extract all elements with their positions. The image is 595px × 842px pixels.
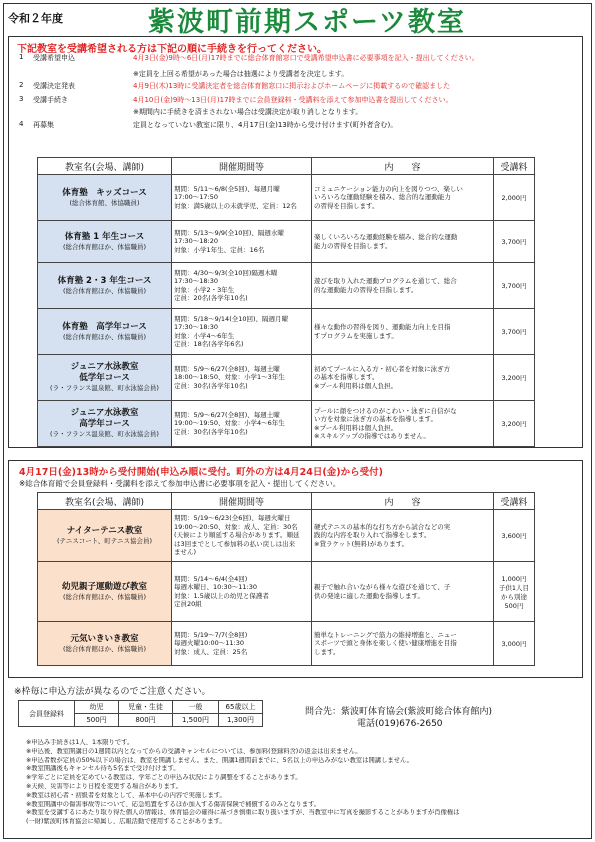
section-lottery <box>8 36 583 448</box>
column-header: 内 容 <box>312 158 494 175</box>
course-venue: (総合体育館、体協職員) <box>69 198 140 207</box>
content-line: スポーツで頭と身体を楽しく使い健康増進を目指 <box>314 639 457 648</box>
step-text: 4月3日(金)9時〜6日(月)17時までに総合体育館窓口で受講希望申込書に必要事項を記入・提出してください。 <box>133 54 479 62</box>
course-fee: 3,600円 <box>494 510 535 562</box>
content-line: プールに顔をつけるのがこわい・泳ぎに自信がな <box>314 406 457 415</box>
course-name: 体育塾 キッズコース <box>62 187 147 198</box>
course-table-1 <box>37 157 535 447</box>
course-fee: 3,200円 <box>494 355 535 401</box>
course-name-cell <box>38 221 172 263</box>
schedule-line: 期間：4/30〜9/3(全10回)隔週木曜 <box>174 268 278 277</box>
content-line: ※貸ラケット(無料)があります。 <box>314 539 409 548</box>
schedule-line: 期間：5/14〜6/4(全4回) <box>174 574 248 583</box>
column-header: 受講料 <box>494 158 535 175</box>
course-content <box>312 622 494 666</box>
schedule-line: 対象：成人、定員：25名 <box>174 647 248 656</box>
schedule-line: 定員：30名(各学年10名) <box>174 427 248 436</box>
course-row <box>38 263 535 309</box>
year-label: 令和２年度 <box>8 12 63 25</box>
step-number: 2 <box>19 81 24 89</box>
fee-value: 1,300円 <box>219 714 263 727</box>
content-line: ※プール利用料は個人負担。 <box>314 381 398 390</box>
course-content <box>312 309 494 355</box>
schedule-line: 期間：5/11〜6/8(全5回)、毎週月曜 <box>174 184 280 193</box>
course-venue: (ラ・フランス温泉館、町水泳協会員) <box>50 430 159 438</box>
course-schedule <box>172 622 312 666</box>
course-name-2: 高学年コース <box>79 419 130 429</box>
schedule-line: ません) <box>174 548 197 557</box>
step-text: 4月10日(金)9時〜13日(月)17時までに会員登録料・受講料を添えて参加申込書を提出してください。 <box>133 96 453 104</box>
fee-value: 1,500円 <box>173 714 219 727</box>
column-header: 開催期間等 <box>172 493 312 510</box>
content-line: 能力の習得を目指します。 <box>314 241 392 250</box>
schedule-line: 対象：小学2・3年生 <box>174 285 235 294</box>
content-line: ※スキルアップの指導ではありません。 <box>314 432 430 440</box>
course-fee: 2,000円 <box>494 175 535 221</box>
course-schedule <box>172 175 312 221</box>
note-line: ※天候、災害等により日程を変更する場合があります。 <box>26 782 182 790</box>
course-row <box>38 401 535 447</box>
course-fee: 3,200円 <box>494 401 535 447</box>
schedule-line: 17:30〜18:30 <box>174 323 218 331</box>
schedule-line: 19:00〜19:50、対象：小学4〜6年生 <box>174 419 285 428</box>
content-line: 的な運動能力の習得を目指します。 <box>314 285 418 294</box>
content-line: 初めてプールに入る方・初心者を対象に泳ぎ方 <box>314 364 451 373</box>
course-name-2: 低学年コース <box>79 373 130 383</box>
schedule-line: 対象：満5歳以上の未就学児、定員：12名 <box>174 201 297 210</box>
course-venue: (ラ・フランス温泉館、町水泳協会員) <box>50 384 159 392</box>
course-name: ナイターテニス教室 <box>66 525 143 536</box>
course-name-cell <box>38 175 172 221</box>
step-number: 4 <box>19 120 24 128</box>
schedule-line: 期間：5/9〜6/27(全8回)、毎週土曜 <box>174 364 280 373</box>
schedule-line: 定員20組 <box>174 600 202 608</box>
course-content <box>312 562 494 622</box>
schedule-line: は3回までとして参加料の払い戻しは出来 <box>174 539 296 548</box>
course-venue: (テニスコート、町テニス協会員) <box>57 536 152 545</box>
contact-info <box>305 706 492 730</box>
course-name: 体育塾 1 年生コース <box>64 231 145 242</box>
course-content <box>312 510 494 562</box>
course-content <box>312 175 494 221</box>
schedule-line: 定員：30名(各学年10名) <box>174 381 248 390</box>
course-name-cell <box>38 263 172 309</box>
note-line: ※教室開講中の傷害事故等について、応急処置をするほか加入する傷害保険で補償するのみとなります。 <box>26 800 321 808</box>
membership-fee-table <box>18 700 263 727</box>
step-text: ※定員を上回る希望があった場合は抽選により受講者を決定します。 <box>133 70 349 78</box>
schedule-line: 期間：5/13〜9/9(全10回)、隔週水曜 <box>174 228 284 237</box>
course-venue: (総合体育館ほか、体協職員) <box>62 592 147 601</box>
course-row <box>38 355 535 401</box>
schedule-line: 対象：1.5歳以上の幼児と保護者 <box>174 591 269 600</box>
course-venue: (総合体育館ほか、体協職員) <box>62 332 147 341</box>
schedule-line: 17:30〜18:30 <box>174 277 218 285</box>
course-row <box>38 562 535 622</box>
schedule-line: 19:00〜20:50、対象：成人、定員：30名 <box>174 522 298 531</box>
course-name-cell <box>38 510 172 562</box>
step-text: ※期間内に手続きを済まされない場合は受講決定が取り消しとなります。 <box>133 108 363 116</box>
column-header: 受講料 <box>494 493 535 510</box>
fee-header: 児童・生徒 <box>119 701 173 714</box>
content-line: 供の発達に適した運動を指導します。 <box>314 591 424 600</box>
step-text: 4月9日(木)13時に受講決定者を総合体育館窓口に掲示およびホームページに掲載するので確認ました <box>133 82 451 90</box>
content-line: すプログラムを実施します。 <box>314 331 398 340</box>
section2-heading: 4月17日(金)13時から受付開始(申込み順に受付。町外の方は4月24日(金)から受付) <box>19 467 383 478</box>
step-label: 受講決定発表 <box>33 82 75 90</box>
section2-subtext: ※総合体育館で会員登録料・受講料を添えて参加申込書に必要事項を記入・提出してください。 <box>19 479 341 488</box>
column-header: 内 容 <box>312 493 494 510</box>
course-schedule <box>172 263 312 309</box>
step-label: 受講希望申込 <box>33 54 75 62</box>
step-label: 受講手続き <box>33 96 68 104</box>
course-name-cell <box>38 355 172 401</box>
course-row <box>38 175 535 221</box>
course-row <box>38 510 535 562</box>
content-line: の習得を目指します。 <box>314 201 379 210</box>
content-line: 践的な内容を取り入れて指導をします。 <box>314 531 431 540</box>
content-line: 硬式テニスの基本的な打ち方から試合などの実 <box>314 522 451 531</box>
schedule-line: 対象：小学4〜6年生 <box>174 331 235 340</box>
note-line: (一財)紫波町体育協会に帰属し、広報活動で使用することがあります。 <box>26 818 226 826</box>
frame-note: ※枠毎に申込方法が異なるのでご注意ください。 <box>14 687 211 697</box>
course-name: ジュニア水泳教室 <box>70 362 139 372</box>
step-text: 定員となっていない教室に限り、4月17日(金)13時から受け付けます(町外者含む)。 <box>133 121 398 129</box>
course-schedule <box>172 221 312 263</box>
content-line: 遊びを取り入れた運動プログラムを通じて、総合 <box>314 277 457 285</box>
fee-value: 500円 <box>75 714 119 727</box>
schedule-line: 17:30〜18:20 <box>174 237 218 246</box>
course-name: 幼児親子運動遊び教室 <box>61 581 147 592</box>
schedule-line: 定員：20名(各学年10名) <box>174 294 248 302</box>
schedule-line: (天候により順延する場合があります。順延 <box>174 531 300 540</box>
course-row <box>38 622 535 666</box>
content-line: いろいろな運動経験を積み、総合的な運動能力 <box>314 193 451 202</box>
schedule-line: 対象：小学1年生、定員：16名 <box>174 245 265 254</box>
note-line: ※教室を受講するにあたり取り得た個人の情報は、体育協会の確得に基づき慎重に取り扱いますが、当教室中に写真を撮影することがありますが肖像権は <box>26 809 460 817</box>
fee-header: 幼児 <box>75 701 119 714</box>
note-line: ※学年ごとに定員を定めている教室は、学年ごとの申込み状況により調整をすることがあります。 <box>26 774 302 782</box>
note-line: ※教室開講後もキャンセル待ち5名まで受け付けます。 <box>26 765 180 773</box>
note-line: ※申込後、教室開講日の1週間以内となってからの受講キャンセルについては、参加料(登録料含)の返金は出来ません。 <box>26 747 362 755</box>
contact-line: 問合先：紫波町体育協会(紫波町総合体育館内) <box>305 707 493 717</box>
schedule-line: 17:00〜17:50 <box>174 193 218 202</box>
note-line: ※教室は初心者・初級者を対象として、基本中心の内容で実施します。 <box>26 791 226 799</box>
course-fee: 3,000円 <box>494 622 535 666</box>
course-row <box>38 309 535 355</box>
column-header: 教室名(会場、講師) <box>38 493 172 510</box>
course-fee: 1,000円 子供1人目 から別途 500円 <box>494 562 535 622</box>
content-line: 親子で触れ合いながら様々な遊びを通じて、子 <box>314 583 451 591</box>
notes-list <box>26 739 581 827</box>
course-schedule <box>172 562 312 622</box>
membership-label: 会員登録料 <box>19 701 75 727</box>
column-header: 教室名(会場、講師) <box>38 158 172 175</box>
fee-header: 65歳以上 <box>219 701 263 714</box>
section-first-come <box>8 460 583 678</box>
course-venue: (総合体育館ほか、体協職員) <box>62 644 147 653</box>
course-fee: 3,700円 <box>494 263 535 309</box>
course-fee: 3,700円 <box>494 221 535 263</box>
content-line: 簡単なトレーニングで筋力の維持増進と、ニュー <box>314 630 457 639</box>
course-name: 体育塾 2・3 年生コース <box>57 275 152 286</box>
schedule-line: 期間：5/18〜9/14(全10回)、隔週月曜 <box>174 314 289 323</box>
step-number: 1 <box>19 53 24 61</box>
fee-value: 800円 <box>119 714 173 727</box>
course-table-2 <box>37 492 535 666</box>
note-line: ※申込者数が定員の50%以下の場合は、教室を開講しません。また、開講1週間前までに、5名以上の申込みがない教室は開講しません。 <box>26 756 413 764</box>
course-content <box>312 355 494 401</box>
column-header: 開催期間等 <box>172 158 312 175</box>
content-line: い方を対象に泳ぎ方の基本を指導します。 <box>314 415 437 423</box>
course-name: ジュニア水泳教室 <box>70 408 139 418</box>
content-line: 楽しくいろいろな運動経験を積み、総合的な運動 <box>314 233 458 241</box>
course-schedule <box>172 309 312 355</box>
schedule-line: 期間：5/9〜6/27(全8回)、毎週土曜 <box>174 410 280 419</box>
step-label: 再募集 <box>33 121 54 129</box>
fee-header: 一般 <box>173 701 219 714</box>
course-schedule <box>172 510 312 562</box>
content-line: ※プール利用料は個人負担。 <box>314 423 398 432</box>
content-line: 様々な動作の習得を図り、運動能力向上を目指 <box>314 323 451 331</box>
contact-phone: 電話(019)676-2650 <box>357 719 443 729</box>
schedule-line: 18:00〜18:50、対象：小学1〜3年生 <box>174 373 285 382</box>
schedule-line: 毎週火曜10:00〜11:30 <box>174 639 244 648</box>
section1-heading: 下記教室を受講希望される方は下記の順に手続きを行ってください。 <box>17 44 327 55</box>
course-row <box>38 221 535 263</box>
course-name-cell <box>38 622 172 666</box>
course-content <box>312 221 494 263</box>
course-fee: 3,700円 <box>494 309 535 355</box>
course-name-cell <box>38 309 172 355</box>
page-title: 紫波町前期スポーツ教室 <box>148 7 466 38</box>
course-name: 元気いきいき教室 <box>70 633 139 644</box>
content-line: します。 <box>314 647 340 656</box>
course-content <box>312 401 494 447</box>
schedule-line: 毎週木曜日、10:30〜11:30 <box>174 583 257 591</box>
schedule-line: 期間：5/19〜6/23(全6回)、毎週火曜日 <box>174 514 291 523</box>
step-number: 3 <box>19 95 24 103</box>
schedule-line: 期間：5/19〜7/7(全8回) <box>174 630 248 639</box>
course-venue: (総合体育館ほか、体協職員) <box>62 242 147 251</box>
course-schedule <box>172 401 312 447</box>
course-venue: (総合体育館ほか、体協職員) <box>62 286 147 295</box>
course-name-cell <box>38 401 172 447</box>
course-schedule <box>172 355 312 401</box>
schedule-line: 定員：18名(各学年6名) <box>174 340 244 348</box>
course-content <box>312 263 494 309</box>
content-line: コミュニケーション能力の向上を図りつつ、楽しい <box>314 184 463 193</box>
course-name-cell <box>38 562 172 622</box>
content-line: の基本を指導します。 <box>314 373 379 382</box>
note-line: ※申込み手続きは1人、1本限りです。 <box>26 739 134 746</box>
course-name: 体育塾 高学年コース <box>62 321 147 332</box>
